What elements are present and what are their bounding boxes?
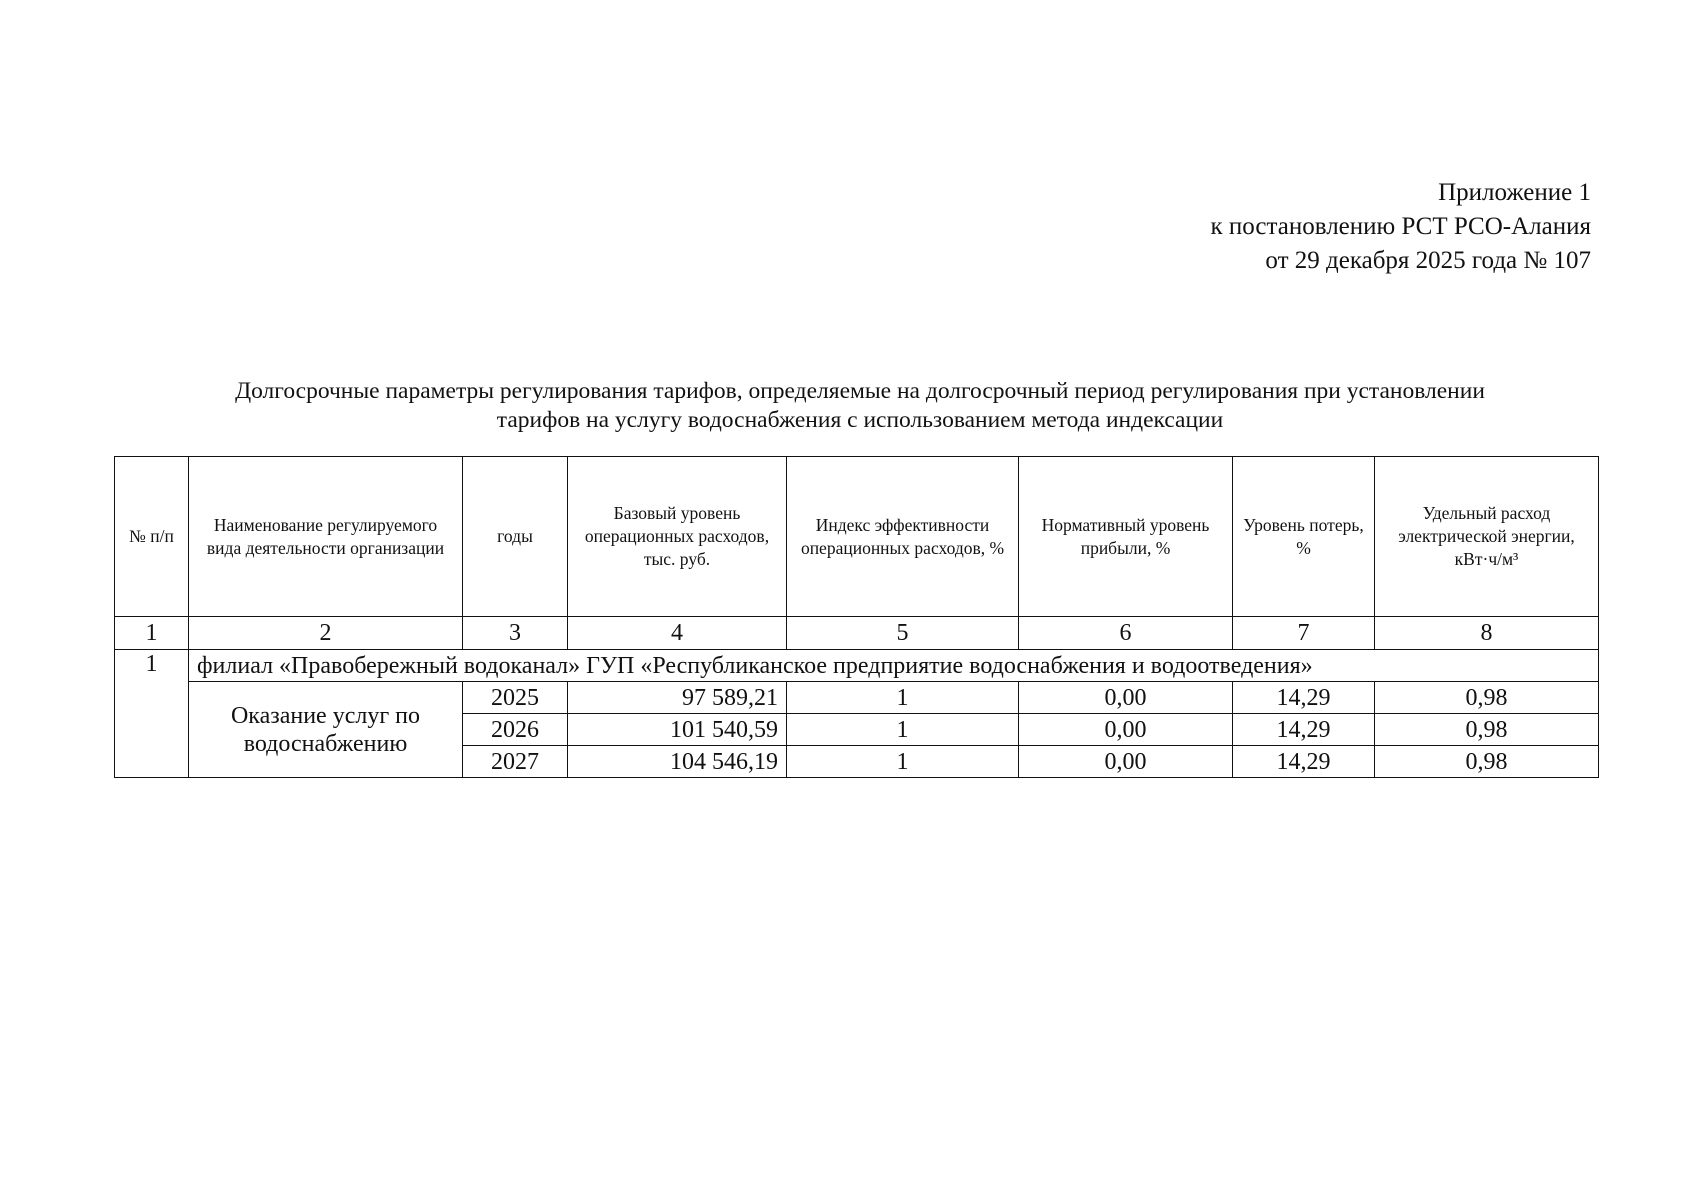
header-cell: Удельный расход электрической энергии, кВт·ч/м³ (1375, 457, 1599, 617)
loss-level-cell: 14,29 (1233, 746, 1375, 778)
appendix-line-1: Приложение 1 (1438, 179, 1591, 206)
year-cell: 2025 (463, 682, 568, 714)
column-number: 8 (1375, 617, 1599, 650)
appendix-line-2: к постановлению РСТ РСО-Алания (1210, 213, 1591, 240)
energy-cell: 0,98 (1375, 682, 1599, 714)
efficiency-index-cell: 1 (787, 682, 1019, 714)
header-row (115, 457, 1599, 617)
column-number: 6 (1019, 617, 1233, 650)
header-cell: № п/п (115, 457, 189, 617)
header-cell: Индекс эффективности операционных расходов, % (787, 457, 1019, 617)
column-number: 1 (115, 617, 189, 650)
year-cell: 2026 (463, 714, 568, 746)
header-cell: годы (463, 457, 568, 617)
column-number: 3 (463, 617, 568, 650)
loss-level-cell: 14,29 (1233, 714, 1375, 746)
column-number: 4 (568, 617, 787, 650)
tariff-parameters-table (114, 456, 1599, 778)
efficiency-index-cell: 1 (787, 746, 1019, 778)
header-cell: Базовый уровень операционных расходов, тыс. руб. (568, 457, 787, 617)
column-number: 7 (1233, 617, 1375, 650)
organization-name: филиал «Правобережный водоканал» ГУП «Республиканское предприятие водоснабжения и водоотведения» (189, 650, 1599, 682)
loss-level-cell: 14,29 (1233, 682, 1375, 714)
profit-level-cell: 0,00 (1019, 682, 1233, 714)
header-cell: Нормативный уровень прибыли, % (1019, 457, 1233, 617)
energy-cell: 0,98 (1375, 746, 1599, 778)
service-name: Оказание услуг по водоснабжению (189, 682, 463, 778)
column-number-row (115, 617, 1599, 650)
profit-level-cell: 0,00 (1019, 746, 1233, 778)
document-title (110, 377, 1610, 435)
title-line-1: Долгосрочные параметры регулирования тарифов, определяемые на долгосрочный период регулирования при установлении (235, 378, 1485, 404)
appendix-line-3: от 29 декабря 2025 года № 107 (1265, 247, 1591, 274)
header-cell: Наименование регулируемого вида деятельности организации (189, 457, 463, 617)
energy-cell: 0,98 (1375, 714, 1599, 746)
column-number: 5 (787, 617, 1019, 650)
year-cell: 2027 (463, 746, 568, 778)
row-index: 1 (115, 650, 189, 778)
base-opex-cell: 104 546,19 (568, 746, 787, 778)
column-number: 2 (189, 617, 463, 650)
header-cell: Уровень потерь, % (1233, 457, 1375, 617)
appendix-block (1211, 176, 1591, 278)
organization-row (115, 650, 1599, 682)
base-opex-cell: 101 540,59 (568, 714, 787, 746)
efficiency-index-cell: 1 (787, 714, 1019, 746)
profit-level-cell: 0,00 (1019, 714, 1233, 746)
table-row (115, 682, 1599, 714)
base-opex-cell: 97 589,21 (568, 682, 787, 714)
title-line-2: тарифов на услугу водоснабжения с использованием метода индексации (496, 407, 1224, 433)
